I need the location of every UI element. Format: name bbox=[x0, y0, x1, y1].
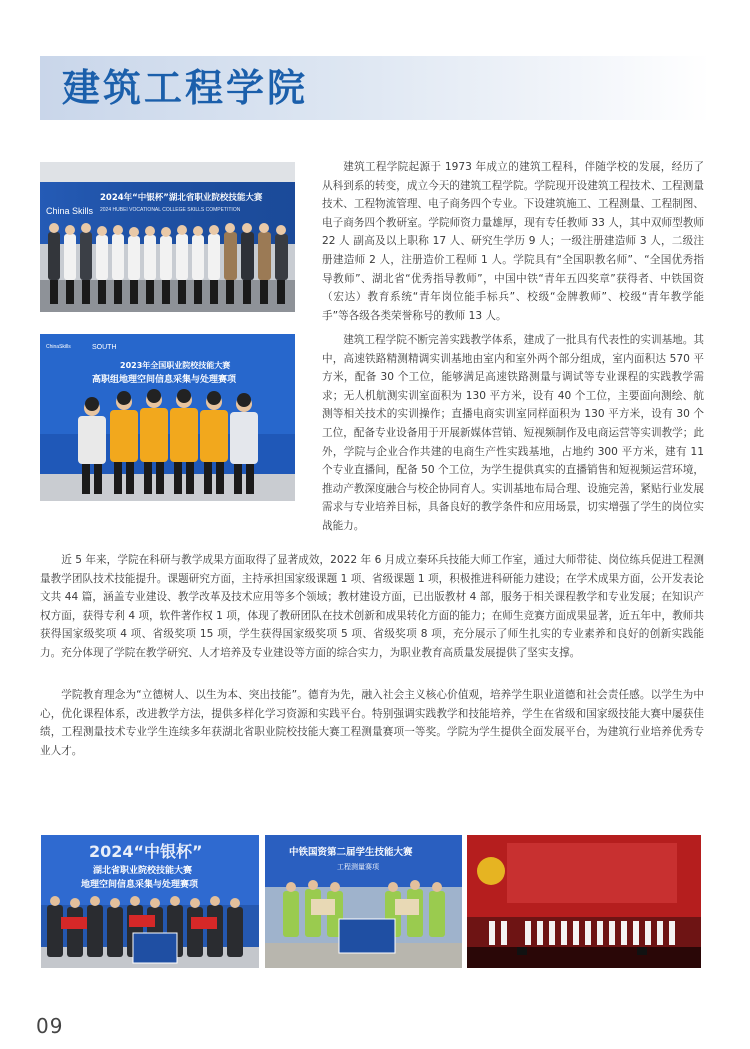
svg-text:ChinaSkills: ChinaSkills bbox=[46, 344, 71, 350]
photo2-brand: SOUTH bbox=[92, 344, 117, 351]
paragraph-education-philosophy bbox=[40, 686, 704, 760]
photo-competition-group-2024 bbox=[40, 162, 295, 312]
photo3-title: 2024“中银杯” bbox=[89, 842, 203, 861]
photo-bottom-crcc-competition bbox=[265, 835, 462, 968]
paragraph-research-achievements bbox=[40, 551, 704, 663]
paragraph-intro-text: 建筑工程学院起源于 1973 年成立的建筑工程科，伴随学校的发展，经历了从科到系的转变，成立今天的建筑工程学院。学院现开设建筑工程技术、工程测量技术、工程物流管理、电子商务四个专业。下设建筑施工、工程测量、工程制图、电子商务四个教研室。学院师资力量雄厚，现有专任教师 33 人，其中双师型教师 22 人 副高及以上职称 17 人、研究生学历 9 人；一级注册建造师 3 人，二级注册建造师 2 人，注册造价工程师 1 人。学院具有“全国职教名师”、“全国优秀指导教师”、湖北省“优秀指导教师”，中国中铁“青年五四奖章”获得者、中铁国资（宏达）教育系统“青年岗位能手标兵”、校级“金牌教师”、校级“青年教学能手”等各级各类荣誉称号的教师 13 人。 bbox=[322, 161, 704, 322]
photo-bottom-competition-2024 bbox=[41, 835, 259, 968]
page-number: 09 bbox=[36, 1014, 64, 1038]
photo1-title: 2024年“中银杯”湖北省职业院校技能大赛 bbox=[100, 193, 263, 203]
photo-national-competition-2023 bbox=[40, 334, 295, 501]
paragraph-intro bbox=[322, 158, 704, 325]
paragraph-training-bases-text: 建筑工程学院不断完善实践教学体系，建成了一批具有代表性的实训基地。其中，高速铁路精测精调实训基地由室内和室外两个部分组成，室内面积达 570 平方米，配备 30 个工位，能够满足高速铁路测量与调试等专业课程的实践教学需求；无人机航测实训室面积为 130 平方米，设有 40 个工位，主要面向测绘、航测等相关技术的实训操作；直播电商实训室同样面积为 130 平方米，设有 30 个工位，配备专业设备用于开展新媒体营销、短视频制作及电商运营等实训教学；此外，学院与企业合作共建的电商生产性实践基地，占地约 300 平方米，建有 11 个专业直播间，配备 50 个工位，为学生提供真实的直播销售和短视频运营环境，推动产教深度融合与校企协同育人。实训基地布局合理、设施完善，紧贴行业发展需求与专业培养目标，具备良好的教学条件和应用场景，切实增强了学生的岗位实战能力。 bbox=[322, 334, 704, 532]
photo2-title: 2023年全国职业院校技能大赛 bbox=[120, 361, 231, 370]
photo4-line2: 工程测量赛项 bbox=[337, 863, 379, 871]
photo1-brand: China Skills bbox=[46, 206, 94, 216]
photo1-subtitle: 2024 HUBEI VOCATIONAL COLLEGE SKILLS COMPETITION bbox=[100, 207, 241, 213]
section-banner bbox=[40, 56, 710, 120]
photo-bottom-stage-performance bbox=[467, 835, 701, 968]
photo4-title: 中铁国资第二届学生技能大赛 bbox=[289, 847, 413, 858]
paragraph-education-philosophy-text: 学院教育理念为“立德树人、以生为本、突出技能”。德育为先，融入社会主义核心价值观，培养学生职业道德和社会责任感。以学生为中心，优化课程体系，改进教学方法，提供多样化学习资源和实践平台。特别强调实践教学和技能培养，学生在省级和国家级技能大赛中屡获佳绩，工程测量技术专业学生连续多年获湖北省职业院校技能大赛工程测量赛项一等奖。学院为学生提供全面发展平台，为建筑行业培养优秀专业人才。 bbox=[40, 689, 704, 757]
photo3-line3: 地理空间信息采集与处理赛项 bbox=[81, 880, 199, 890]
paragraph-research-achievements-text: 近 5 年来，学院在科研与教学成果方面取得了显著成效，2022 年 6 月成立秦环兵技能大师工作室，通过大师带徒、岗位练兵促进工程测量教学团队技术技能提升。课题研究方面，主持承担国家级课题 1 项、省级课题 1 项，积极推进科研能力建设；在学术成果方面，公开发表论文共 44 篇，涵盖专业建设、教学改革及技术应用等多个领域；教材建设方面，已出版教材 4 部，服务于相关课程教学和专业发展；在知识产权方面，获得专利 4 项，软件著作权 1 项，体现了教研团队在技术创新和成果转化方面的能力；在师生竞赛方面成果显著，近五年中，教师共获得国家级奖项 4 项、省级奖项 15 项，学生获得国家级奖项 5 项、省级奖项 8 项，充分展示了师生扎实的专业素养和良好的创新实践能力。充分体现了学院在教学研究、人才培养及专业建设等方面的综合实力，为职业教育高质量发展提供了坚实支撑。 bbox=[40, 554, 704, 659]
paragraph-training-bases bbox=[322, 331, 704, 536]
section-title: 建筑工程学院 bbox=[62, 66, 309, 110]
photo3-line2: 湖北省职业院校技能大赛 bbox=[93, 866, 193, 876]
photo2-subtitle: 高职组地理空间信息采集与处理赛项 bbox=[92, 375, 237, 385]
